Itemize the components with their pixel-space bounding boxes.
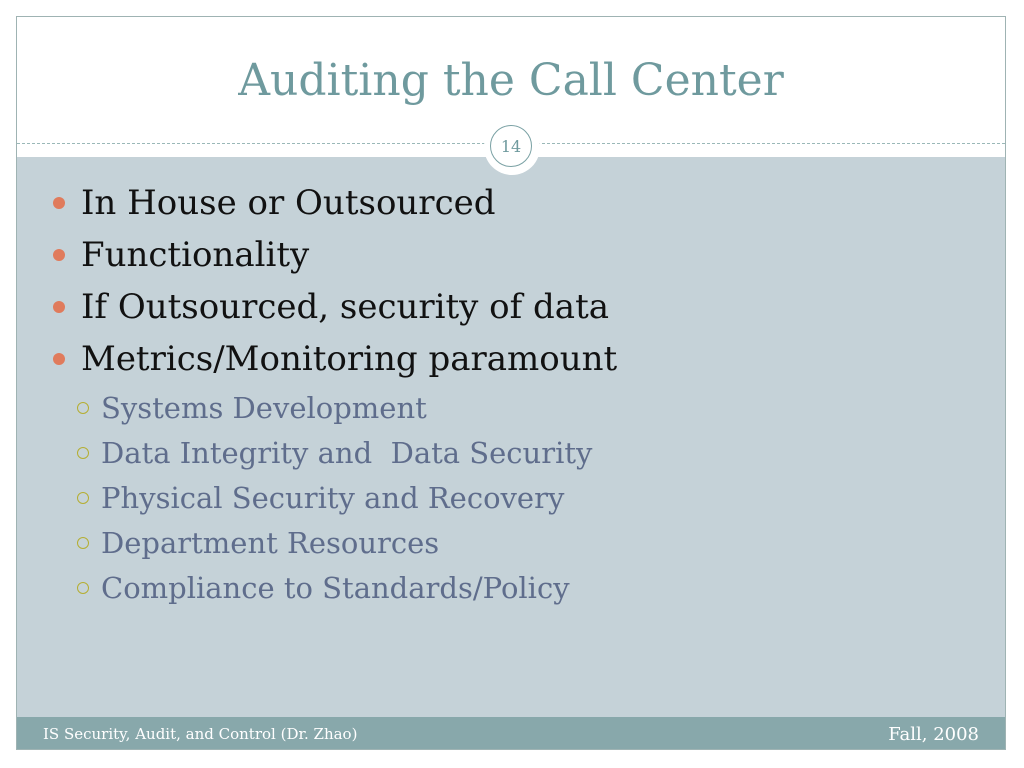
bullet-list: [47, 177, 617, 610]
sub-bullet-text: Department Resources: [101, 525, 440, 560]
bullet-text: In House or Outsourced: [81, 183, 496, 223]
bullet-dot-icon: [53, 249, 65, 261]
bullet-text: If Outsourced, security of data: [81, 287, 610, 327]
ring-bullet-icon: [77, 402, 89, 414]
sub-bullet-item: [77, 520, 617, 565]
bullet-item: [47, 229, 617, 281]
ring-bullet-icon: [77, 537, 89, 549]
sub-bullet-item: [77, 475, 617, 520]
bullet-dot-icon: [53, 353, 65, 365]
sub-bullet-item: [77, 430, 617, 475]
bullet-text: Functionality: [81, 235, 310, 275]
bullet-item: [47, 333, 617, 385]
sub-bullet-item: [77, 385, 617, 430]
bullet-text: Metrics/Monitoring paramount: [81, 339, 618, 379]
footer-course-label: IS Security, Audit, and Control (Dr. Zhao): [43, 725, 358, 743]
sub-bullet-text: Physical Security and Recovery: [101, 480, 565, 515]
slide-number-badge: [484, 119, 540, 175]
sub-bullet-item: [77, 565, 617, 610]
bullet-item: [47, 281, 617, 333]
slide: [16, 16, 1006, 750]
sub-bullet-text: Systems Development: [101, 390, 427, 425]
slide-number: 14: [490, 125, 532, 167]
footer-bar: [17, 717, 1005, 750]
slide-title: Auditing the Call Center: [238, 55, 784, 106]
bullet-item: [47, 177, 617, 229]
bullet-dot-icon: [53, 301, 65, 313]
ring-bullet-icon: [77, 492, 89, 504]
footer-term-label: Fall, 2008: [888, 724, 979, 745]
sub-bullet-text: Compliance to Standards/Policy: [101, 570, 570, 605]
bullet-dot-icon: [53, 197, 65, 209]
ring-bullet-icon: [77, 582, 89, 594]
sub-bullet-text: Data Integrity and Data Security: [101, 435, 593, 470]
ring-bullet-icon: [77, 447, 89, 459]
